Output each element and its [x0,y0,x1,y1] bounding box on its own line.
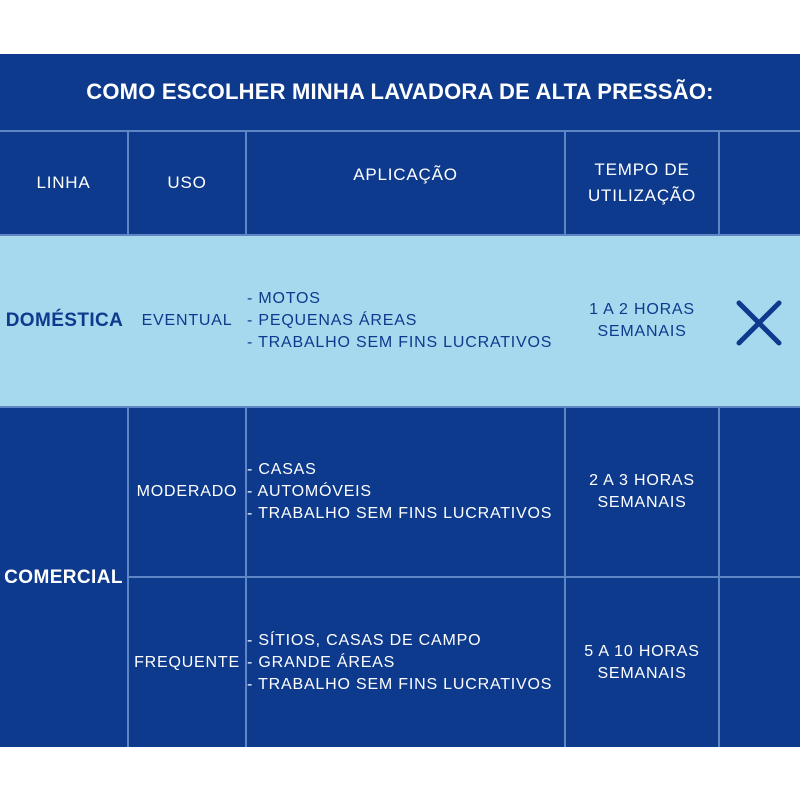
col-divider [245,132,247,234]
tempo-line1: 2 A 3 HORAS [589,472,695,489]
uso-frequente: FREQUENTE [134,653,240,671]
tempo-line1: 5 A 10 HORAS [584,642,700,660]
aplicacao-item: - SÍTIOS, CASAS DE CAMPO [247,631,482,649]
aplicacao-cell [247,578,564,747]
header-aplicacao: APLICAÇÃO [353,165,458,184]
header-tempo-line1: TEMPO DE [594,160,690,179]
linha-domestica: DOMÉSTICA [5,310,124,331]
col-divider [718,132,720,234]
tempo-line1: 1 A 2 HORAS [589,301,695,318]
col-divider [564,132,566,234]
x-mark-icon [736,300,782,346]
aplicacao-item: - TRABALHO SEM FINS LUCRATIVOS [247,675,553,693]
aplicacao-cell [247,408,564,576]
uso-eventual: EVENTUAL [141,312,233,329]
header-tempo-line2: UTILIZAÇÃO [587,186,697,205]
aplicacao-item: - MOTOS [247,290,321,307]
tempo-cell [566,236,718,406]
comparison-table [0,54,800,747]
tempo-line2: SEMANAIS [597,323,687,340]
header-linha: LINHA [36,173,91,192]
uso-moderado: MODERADO [136,483,238,500]
aplicacao-item: - GRANDE ÁREAS [247,653,396,671]
tempo-cell [566,408,718,576]
aplicacao-cell [247,236,564,406]
aplicacao-item: - TRABALHO SEM FINS LUCRATIVOS [247,505,553,522]
header-tempo [566,132,718,234]
tempo-line2: SEMANAIS [597,494,687,511]
tempo-line2: SEMANAIS [597,664,687,682]
aplicacao-item: - AUTOMÓVEIS [247,483,372,500]
aplicacao-item: - TRABALHO SEM FINS LUCRATIVOS [247,334,553,351]
tempo-cell [566,578,718,747]
col-divider [718,406,720,747]
linha-comercial: COMERCIAL [4,566,123,588]
aplicacao-item: - PEQUENAS ÁREAS [247,312,418,329]
aplicacao-item: - CASAS [247,461,317,478]
header-uso: USO [167,173,207,192]
col-divider [127,132,129,234]
table-title: COMO ESCOLHER MINHA LAVADORA DE ALTA PRESSÃO: [0,54,800,132]
